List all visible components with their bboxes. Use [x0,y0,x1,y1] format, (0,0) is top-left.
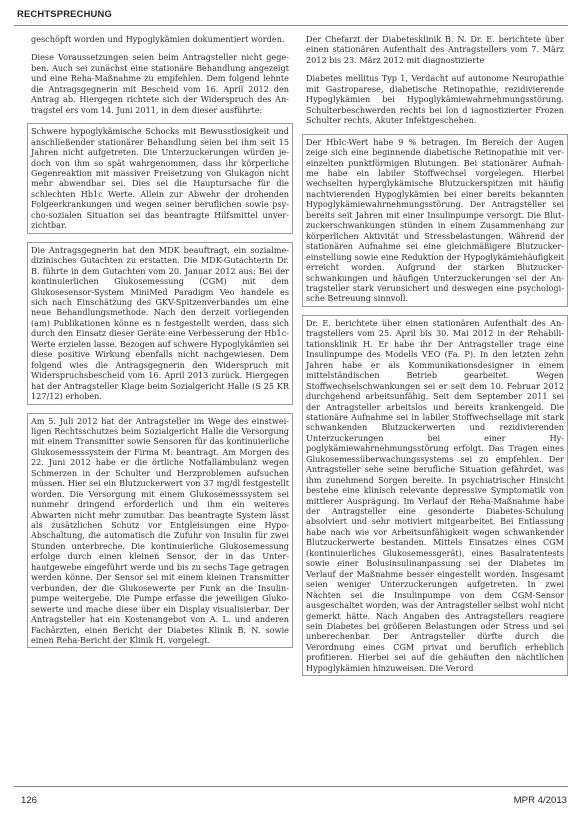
journal-issue: MPR 4/2013 [513,795,567,806]
paragraph: Diese Voraussetzungen seien beim Antragsteller nicht gegeben. Auch sei zunächst eine stationäre Behandlung angezeigt und eine Reha-Maßnahme zu empfehlen. Dem folgend lehnte die Antragsgegnerin mit Bescheid vom 16. April 2012 den Antrag ab. Hiergegen richtete sich der Widerspruch des Antragstel ers vom 14. Juni 2011, in dem dieser ausführte: [31,52,289,115]
paragraph-boxed: Der HbIc-Wert habe 9 % betragen. Im Bereich der Augen zeige sich eine beginnende diabetische Retinopathie mit vereinzelten punktförmigen Blutungen. Bei stationärer Aufnahme habe ein labiler Stoffwechsel vorgelegen. Hierbei wechselten hyperglykämische Blutzuckerspitzen mit häufig nachtvierenden Hypoglykämien bei einer bereits bekannten Hypoglykämiewahrnehmungsstörung. Der Antragsteller sei bereits seit Jahren mit einer Insulinpumpe versorgt. Die Blutzuckerschwankungen stünden in einem Zusammenhang zur körperlichen Aktivität und Stressbelastungen. Während der stationären Aufnahme sei eine gleichmäßigere Blutzuckereinstellung sowie eine Reduktion der Hypoglykämiehäufigkeit erreicht worden. Aufgrund der starken Blutzuckerschwankungen und häufigen Unterzuckerungen sei der Antragsteller stark verunsichert und deswegen eine psychologische Betreuung sinnvoll. [302,134,568,307]
right-column [306,34,564,684]
paragraph: Der Chefarzt der Diabetesklinik B. N. Dr. E. berichtete über einen stationären Aufenthalt des Antragstellers vom 7. März 2012 bis 23. März 2012 mit diagnostizierte [306,34,564,65]
paragraph: Diabetes mellitus Typ 1, Verdacht auf autonome Neuropathie mit Gastroparese, diabetische Retinopathie, rezidivierende Hypoglykämien bei Hypoglykämiewahrnehmungsstörung. Schulterbeschwerden rechts bei lon d iagnostizierter Frozen Schulter rechts, Akuter Infektgeschehen. [306,73,564,126]
paragraph-boxed: Dr. E. berichtete über einen stationären Aufenthalt des Antragstellers vom 25. April bis 30. Mai 2012 in der Rehabilitationsklinik H. Er habe ihr Der Antragsteller trage eine Insulinpumpe des Modells VEO (Fa. P). In den letzten zehn Jahren habe er als Kommunikationsdesigner in einem mittelständischen Betrieb gearbeitet. Wegen Stoffwechselschwankungen sei er seit dem 10. Februar 2012 durchgehend arbeitsunfähig. Seit dem September 2011 sei der Antragsteller arbeitslos und bereits krankengeld. Die stationäre Aufnahme sei in labiler Stoffwechsellage mit stark schwankenden Blutzuckerwerten und rezidivierenden Unterzuckerungen bei einer Hypoglykämiewahrnehmungsstörung erfolgt. Das Tragen eines Glukosemessüberwachungssystems sei zu empfehlen. Der Antragsteller sehe seine berufliche Situation gefährdet, was ihm zunehmend Sorgen bereite. In psychiatrischer Hinsicht bestehe eine klinisch relevante depressive Symptomatik von mittlerer Ausprägung. Im Verlauf der Reha-Maßnahme habe der Antragsteller eine gesonderte Diabetes-Schulung absolviert und sehr motiviert mitgearbeitet. Bei Entlassung habe nach wie vor Arbeitsunfähigkeit wegen schwankender Blutzuckerwerte bestanden. Mittels Einsatzes eines CGM (kontinuierliches Glukosemessgerät), eines Basalratentests sowie einer Bolusinsulinanpassung sei der Diabetes im Verlauf der Maßnahme besser eingestellt worden. Insgesamt seien weniger Unterzuckerungen aufgetreten. In zwei Nächten sei die Insulinpumpe von dem CGM-Sensor ausgeschaltet worden, was der Antragsteller selbst wohl nicht gemerkt hätte. Nach Angaben des Antragstellers reagiere sein Diabetes bei größeren Belastungen oder Stress und sei unberechenbar. Der Antragsteller dürfte durch die Verordnung eines CGM privat und beruflich erheblich profitieren. Hierbei sei auf die gehäuften den nächtlichen Hypoglykämien hinzuweisen. Die Verord [302,315,568,676]
paragraph-boxed: Am 5. Juli 2012 hat der Antragsteller im Wege des einstweiligen Rechtsschutzes beim Sozialgericht Halle die Versorgung mit einem Transmitter sowie Sensoren für das kontinuierliche Glukosemesssystem der Firma M. beantragt. Am Morgen des 22. Juni 2012 habe er die örtliche Notfallambulanz wegen Schmerzen in der Schulter und Herzproblemen aufsuchen müssen. Hier sei ein Blutzuckerwert von 37 mg/dl festgestellt worden. Die Versorgung mit einem Glukosemesssystem sei nunmehr dringend erforderlich und ihm ein weiteres Abwarten nicht mehr zumutbar. Das beantragte System lässt als zusätzlichen Schutz vor Entgleisungen eine Hypo-Abschaltung, die automatisch die Zufuhr von Insulin für zwei Stunden unterbreche. Die kontinuierliche Glukosemessung erfolge durch einen kleinen Sensor, der in das Unterhautgewebe eingeführt werde und bis zu sechs Tage getragen werden könne. Der Sensor sei mit einem kleinen Transmitter verbunden, der die Glukosewerte per Funk an die Insulinpumpe weitergebe. Die Pumpe erfasse die jeweiligen Glukosewerte und mache diese über ein Display visualisierbar. Der Antragsteller hat ein Kostenangebot von A. L. und anderen Fachärzten, einen Bericht der Diabetes Klinik B. N. sowie einen Reha-Bericht der Klinik H. vorgelegt. [27,413,293,649]
page-number: 126 [21,795,38,806]
header-rule [14,25,568,26]
footer-rule [14,786,568,787]
paragraph: geschöpft worden und Hypoglykämien dokumentiert worden. [31,34,285,44]
section-header: RECHTSPRECHUNG [17,8,112,19]
left-column [31,34,289,656]
paragraph-boxed: Schwere hypoglykämische Schocks mit Bewusstlosigkeit und anschließender stationärer Behandlung seien bei ihm seit 15 Jahren nicht aufgetreten. Die Unterzuckerungen würden jedoch von ihm so spät wahrgenommen, dass ihr körperliche Gegenreaktion mit massiver Freisetzung von Glukagon nicht mehr abwendbar sei. Dies sei die Hauptursache für die schlechten Hb1c Werte. Allein zur Abwehr der drohenden Folgeerkrankungen und wegen seiner beruflichen sowie psycho-sozialen Situation sei das beantragte Hilfsmittel unverzichtbar. [27,123,293,234]
paragraph-boxed: Die Antragsgegnerin hat den MDK beauftragt, ein sozialmedizinisches Gutachten zu erstatten. Die MDK-Gutachterin Dr. B. führte in dem Gutachten vom 20. Januar 2012 aus: Bei der kontinuierlichen Glukosemessung (CGM) mit dem Glukosesensor-System MiniMed Paradigm Veo handele es sich nach Einschätzung des GKV-Spitzenverbandes um eine neue Behandlungsmethode. Nach den derzeit vorliegenden (am) Publikationen könne es n festgestellt werden, dass sich durch den Einsatz dieser Geräte eine Verbesserung der Hb1c-Werte erzielen lasse. Bezogen auf schwere Hypoglykämien sei diese positive Wirkung ebenfalls nicht nachgewiesen. Dem folgend wies die Antragsgegnerin den Widerspruch mit Widerspruchsbescheid vom 16. April 2013 zurück. Hiergegen hat der Antragsteller Klage beim Sozialgericht Halle (S 25 KR 127/12) erhoben. [27,242,293,405]
